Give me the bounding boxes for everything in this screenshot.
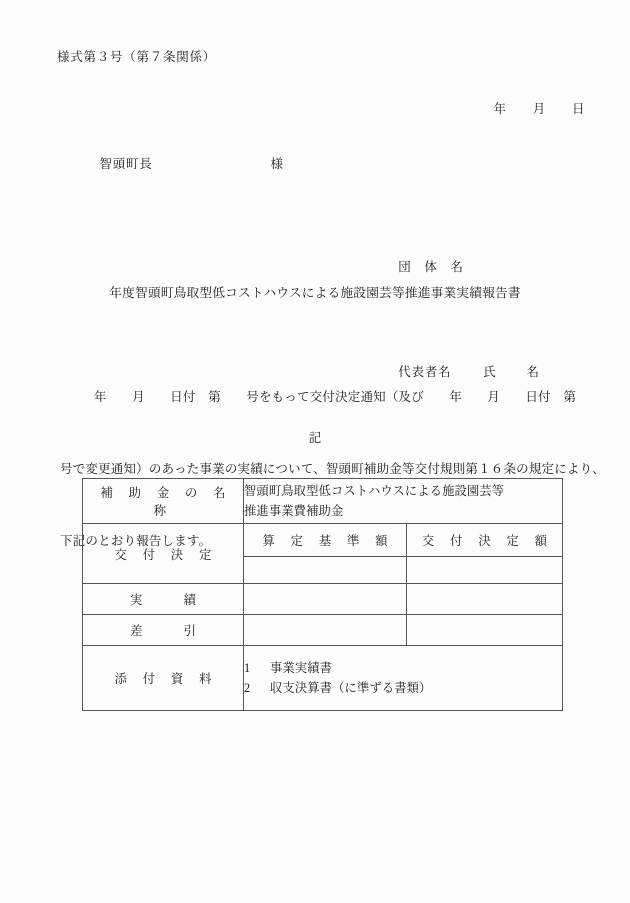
results-basis-value[interactable] [244, 584, 407, 615]
grant-decision-grant-value[interactable] [407, 557, 563, 584]
body-line-3: 下記のとおり報告します。 [60, 534, 212, 548]
subsidy-name-value-line-2: 推進事業費補助金 [244, 504, 344, 518]
form-number-label: 様式第３号（第７条関係） [57, 50, 217, 64]
difference-label: 差 引 [83, 615, 244, 646]
body-line-1 [60, 385, 576, 409]
subsidy-name-label: 補 助 金 の 名 称 [83, 479, 244, 524]
table-row-subsidy-name [83, 479, 563, 524]
body-line-1-text: 年 月 日付 第 号をもって交付決定通知（及び 年 月 日付 第 [94, 390, 577, 404]
attachment-1-number: 1 [244, 661, 251, 675]
attachment-2-text: 収支決算書（に準ずる書類） [270, 681, 432, 695]
addressee-honorific: 様 [270, 157, 284, 171]
results-label: 実 績 [83, 584, 244, 615]
attachments-value [244, 646, 563, 711]
addressee-name: 智頭町長 [99, 157, 153, 171]
attachment-item-2 [244, 678, 562, 698]
addressee-row [84, 139, 284, 187]
givenname-label: 名 [526, 365, 540, 379]
subsidy-name-value-line-1: 智頭町鳥取型低コストハウスによる施設園芸等 [244, 484, 505, 498]
document-title: 年度智頭町鳥取型低コストハウスによる施設園芸等推進事業実績報告書 [109, 286, 521, 300]
grant-decision-basis-value[interactable] [244, 557, 407, 584]
difference-basis-value[interactable] [244, 615, 407, 646]
subsidy-name-value [244, 479, 563, 524]
ki-heading: 記 [308, 431, 322, 445]
attachment-item-1 [244, 658, 562, 678]
attachment-2-number: 2 [244, 681, 251, 695]
difference-grant-value[interactable] [407, 615, 563, 646]
grant-decision-label: 交 付 決 定 [83, 524, 244, 584]
basis-amount-header: 算 定 基 準 額 [244, 524, 407, 557]
table-row-results [83, 584, 563, 615]
surname-label: 氏 [483, 365, 497, 379]
table-row-amount-headers [83, 524, 563, 557]
organization-name-label: 団 体 名 [398, 260, 469, 274]
date-day-label: 日 [572, 102, 586, 116]
results-grant-value[interactable] [407, 584, 563, 615]
date-month-label: 月 [532, 102, 547, 116]
report-table [82, 478, 563, 711]
date-year-label: 年 [493, 102, 507, 116]
date-line [478, 84, 585, 132]
body-line-2: 号で変更通知）のあった事業の実績について、智頭町補助金等交付規則第１６条の規定により、 [60, 462, 605, 476]
table-row-difference [83, 615, 563, 646]
attachments-label: 添 付 資 料 [83, 646, 244, 711]
representative-label: 代表者名 [398, 365, 452, 379]
table-row-attachments [83, 646, 563, 711]
attachment-1-text: 事業実績書 [270, 661, 333, 675]
grant-amount-header: 交 付 決 定 額 [407, 524, 563, 557]
